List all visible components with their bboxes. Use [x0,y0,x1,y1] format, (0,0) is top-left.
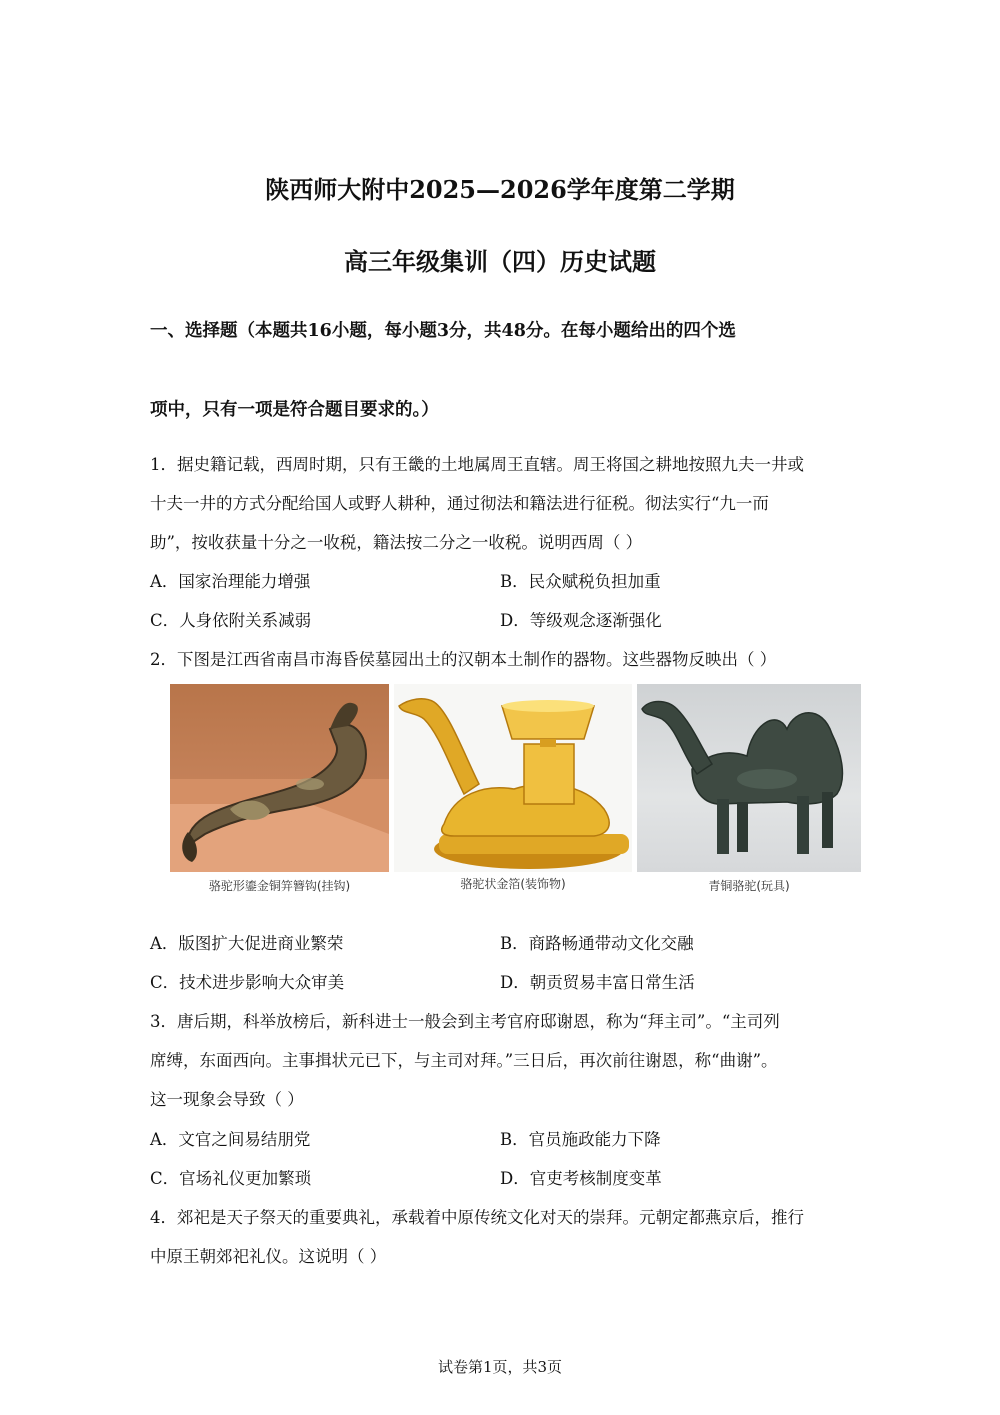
question-2-option-b[interactable]: B．商路畅通带动文化交融 [500,934,694,953]
photo-caption-3: 青铜骆驼(玩具) [708,879,790,893]
question-3-line3: 这一现象会导致（ ） [150,1090,304,1109]
question-1-option-a[interactable]: A．国家治理能力增强 [150,572,311,591]
question-2-line1: 2．下图是江西省南昌市海昏侯墓园出土的汉朝本土制作的器物。这些器物反映出（ ） [150,650,777,669]
question-4-line2: 中原王朝郊祀礼仪。这说明（ ） [150,1247,387,1266]
question-3-option-c[interactable]: C．官场礼仪更加繁琐 [150,1169,312,1188]
bronze-camel-photo [637,684,861,872]
question-2-option-a[interactable]: A．版图扩大促进商业繁荣 [150,934,344,953]
photo-caption-1: 骆驼形鎏金铜笄簪钩(挂钩) [208,879,351,893]
question-1-line1: 1．据史籍记载，西周时期，只有王畿的土地属周王直辖。周王将国之耕地按照九夫一井或 [150,455,804,474]
photo-caption-2: 骆驼状金箔(装饰物) [460,877,566,891]
question-1-line3: 助”，按收获量十分之一收税，籍法按二分之一收税。说明西周（ ） [150,533,643,552]
question-3-line1: 3．唐后期，科举放榜后，新科进士一般会到主考官府邸谢恩，称为“拜主司”。“主司列 [150,1012,780,1031]
question-1-option-c[interactable]: C．人身依附关系减弱 [150,611,312,630]
exam-title-line2: 高三年级集训（四）历史试题 [344,247,656,276]
page-footer: 试卷第1页，共3页 [437,1358,563,1376]
question-4-line1: 4．郊祀是天子祭天的重要典礼，承载着中原传统文化对天的崇拜。元朝定都燕京后，推行 [150,1208,804,1227]
question-3-option-d[interactable]: D．官吏考核制度变革 [500,1169,662,1188]
question-1-option-d[interactable]: D．等级观念逐渐强化 [500,611,662,630]
question-2-option-d[interactable]: D．朝贡贸易丰富日常生活 [500,973,695,992]
question-1-line2: 十夫一井的方式分配给国人或野人耕种，通过彻法和籍法进行征税。彻法实行“九一而 [150,494,769,513]
section-heading-line2: 项中，只有一项是符合题目要求的。） [150,400,439,420]
camel-hook-photo [170,684,389,872]
question-3-option-a[interactable]: A．文官之间易结朋党 [150,1130,311,1149]
question-2-option-c[interactable]: C．技术进步影响大众审美 [150,973,345,992]
question-3-line2: 席缚，东面西向。主事揖状元已下，与主司对拜。”三日后，再次前往谢恩，称“曲谢”。 [150,1051,778,1070]
question-1-option-b[interactable]: B．民众赋税负担加重 [500,572,661,591]
section-heading-line1: 一、选择题（本题共16小题，每小题3分，共48分。在每小题给出的四个选 [150,321,736,341]
question-3-option-b[interactable]: B．官员施政能力下降 [500,1130,661,1149]
exam-title-line1: 陕西师大附中2025—2026学年度第二学期 [265,175,735,204]
gold-camel-photo [394,684,632,872]
